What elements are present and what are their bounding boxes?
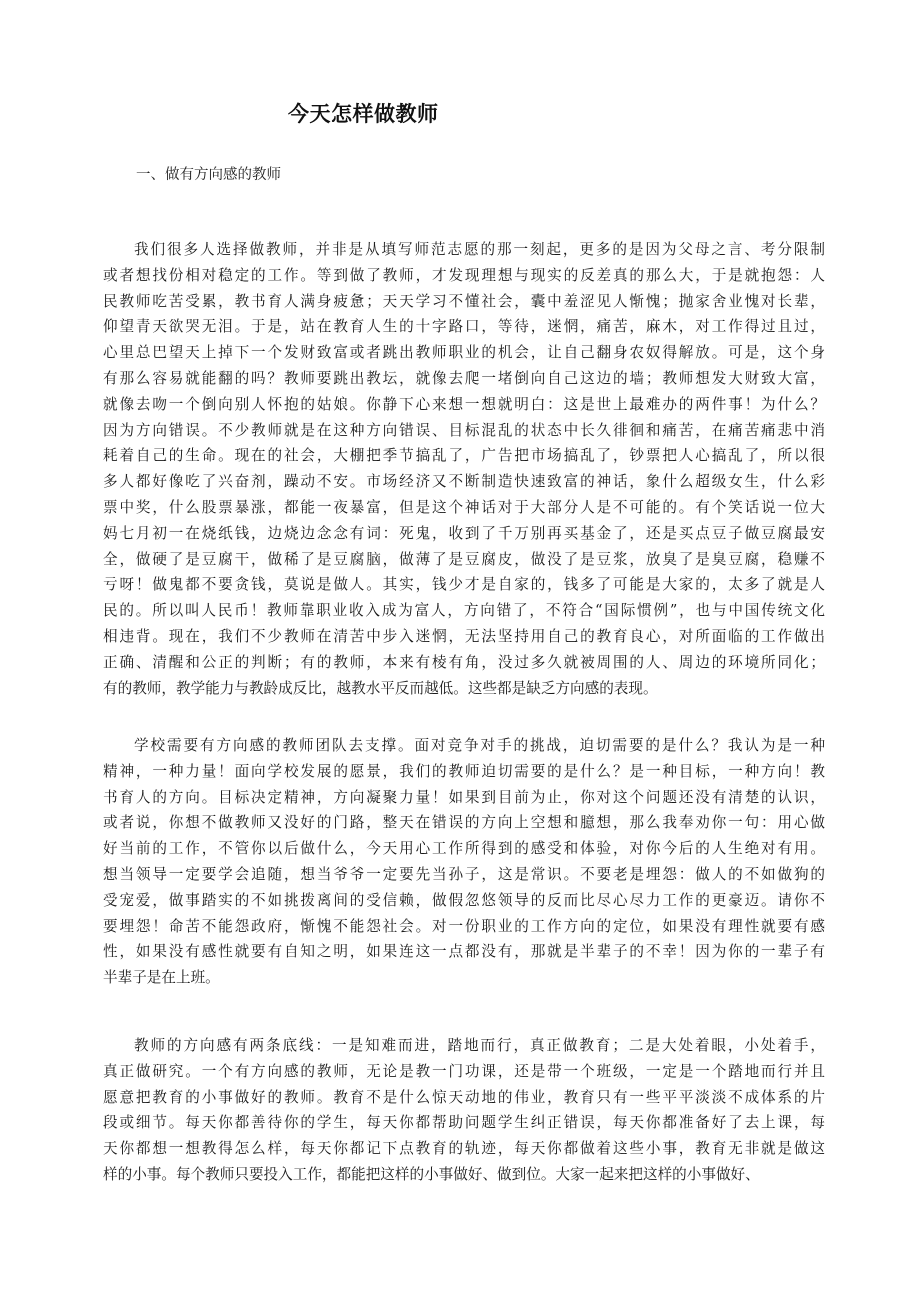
paragraph-line: 有的教师，教学能力与教龄成反比，越教水平反而越低。这些都是缺乏方向感的表现。 xyxy=(103,679,658,697)
paragraph-3 xyxy=(103,1033,825,1188)
paragraph-line: 或者想找份相对稳定的工作。等到做了教师，才发现理想与现实的反差真的那么大，于是就抱怨：人 xyxy=(103,266,825,284)
paragraph-line: 天你都想一想教得怎么样，每天你都记下点教育的轨迹，每天你都做着这些小事，教育无非就是做这 xyxy=(103,1140,825,1158)
paragraph-line: 段或细节。每天你都善待你的学生，每天你都帮助问题学生纠正错误，每天你都准备好了去上课，每 xyxy=(103,1114,825,1132)
paragraph-line: 教师的方向感有两条底线：一是知难而进，踏地而行，真正做教育；二是大处着眼，小处着手， xyxy=(134,1037,825,1054)
section-heading: 一、做有方向感的教师 xyxy=(136,167,281,183)
paragraph-line: 好当前的工作，不管你以后做什么，今天用心工作所得到的感受和体验，对你今后的人生绝对有用。 xyxy=(103,840,825,858)
paragraph-line: 性，如果没有感性就要有自知之明，如果连这一点都没有，那就是半辈子的不幸！因为你的一辈子有 xyxy=(103,943,825,961)
paragraph-line: 书育人的方向。目标决定精神，方向凝聚力量！如果到目前为止，你对这个问题还没有清楚的认识， xyxy=(103,788,825,806)
paragraph-line: 全，做硬了是豆腐干，做稀了是豆腐脑，做薄了是豆腐皮，做没了是豆浆，放臭了是臭豆腐，稳赚不 xyxy=(103,550,825,568)
paragraph-line: 民的。所以叫人民币！教师靠职业收入成为富人，方向错了，不符合“国际惯例”，也与中国传统文化 xyxy=(103,602,825,620)
paragraph-line: 真正做研究。一个有方向感的教师，无论是教一门功课，还是带一个班级，一定是一个踏地而行并且 xyxy=(103,1062,825,1080)
paragraph-line: 学校需要有方向感的教师团队去支撑。面对竞争对手的挑战，迫切需要的是什么？我认为是一种 xyxy=(134,737,825,754)
paragraph-line: 受宠爱，做事踏实的不如挑拨离间的受信赖，做假忽悠领导的反而比尽心尽力工作的更豪迈。请你不 xyxy=(103,891,825,909)
paragraph-line: 心里总巴望天上掉下一个发财致富或者跳出教师职业的机会，让自己翻身农奴得解放。可是，这个身 xyxy=(103,344,825,362)
paragraph-line: 想当领导一定要学会追随，想当爷爷一定要先当孙子，这是常识。不要老是埋怨：做人的不如做狗的 xyxy=(103,865,825,883)
paragraph-line: 就像去吻一个倒向别人怀抱的姑娘。你静下心来想一想就明白：这是世上最难办的两件事！为什么？ xyxy=(103,395,825,413)
paragraph-line: 半辈子是在上班。 xyxy=(103,969,220,987)
paragraph-line: 票中奖，什么股票暴涨，都能一夜暴富，但是这个神话对于大部分人是不可能的。有个笑话说一位大 xyxy=(103,498,825,516)
paragraph-line: 有那么容易就能翻的吗？教师要跳出教坛，就像去爬一堵倒向自己这边的墙；教师想发大财致大富， xyxy=(103,369,825,387)
paragraph-line: 民教师吃苦受累，教书育人满身疲惫；天天学习不懂社会，囊中羞涩见人惭愧；抛家舍业愧对长辈， xyxy=(103,292,825,310)
paragraph-1 xyxy=(103,237,825,701)
paragraph-line: 精神，一种力量！面向学校发展的愿景，我们的教师迫切需要的是什么？是一种目标，一种方向！教 xyxy=(103,762,825,780)
paragraph-line: 相违背。现在，我们不少教师在清苦中步入迷惘，无法坚持用自己的教育良心，对所面临的工作做出 xyxy=(103,627,825,645)
paragraph-line: 妈七月初一在烧纸钱，边烧边念念有词：死鬼，收到了千万别再买基金了，还是买点豆子做豆腐最安 xyxy=(103,524,825,542)
paragraph-line: 仰望青天欲哭无泪。于是，站在教育人生的十字路口，等待，迷惘，痛苦，麻木，对工作得过且过， xyxy=(103,318,825,336)
paragraph-line: 正确、清醒和公正的判断；有的教师，本来有棱有角，没过多久就被周围的人、周边的环境所同化； xyxy=(103,653,825,671)
paragraph-line: 多人都好像吃了兴奋剂，躁动不安。市场经济又不断制造快速致富的神话，象什么超级女生，什么彩 xyxy=(103,473,825,491)
paragraph-2 xyxy=(103,733,825,991)
document-title: 今天怎样做教师 xyxy=(288,101,439,126)
paragraph-line: 亏呀！做鬼都不要贪钱，莫说是做人。其实，钱少才是自家的，钱多了可能是大家的，太多了就是人 xyxy=(103,576,825,594)
paragraph-line: 或者说，你想不做教师又没好的门路，整天在错误的方向上空想和臆想，那么我奉劝你一句：用心做 xyxy=(103,814,825,832)
paragraph-line: 耗着自己的生命。现在的社会，大棚把季节搞乱了，广告把市场搞乱了，钞票把人心搞乱了，所以很 xyxy=(103,447,825,465)
paragraph-line: 愿意把教育的小事做好的教师。教育不是什么惊天动地的伟业，教育只有一些平平淡淡不成体系的片 xyxy=(103,1088,825,1106)
paragraph-line: 我们很多人选择做教师，并非是从填写师范志愿的那一刻起，更多的是因为父母之言、考分限制 xyxy=(134,241,825,258)
paragraph-line: 因为方向错误。不少教师就是在这种方向错误、目标混乱的状态中长久徘徊和痛苦，在痛苦痛悲中消 xyxy=(103,421,825,439)
paragraph-line: 样的小事。每个教师只要投入工作，都能把这样的小事做好、做到位。大家一起来把这样的小事做好、 xyxy=(103,1165,760,1183)
paragraph-line: 要埋怨！命苦不能怨政府，惭愧不能怨社会。对一份职业的工作方向的定位，如果没有理性就要有感 xyxy=(103,917,825,935)
